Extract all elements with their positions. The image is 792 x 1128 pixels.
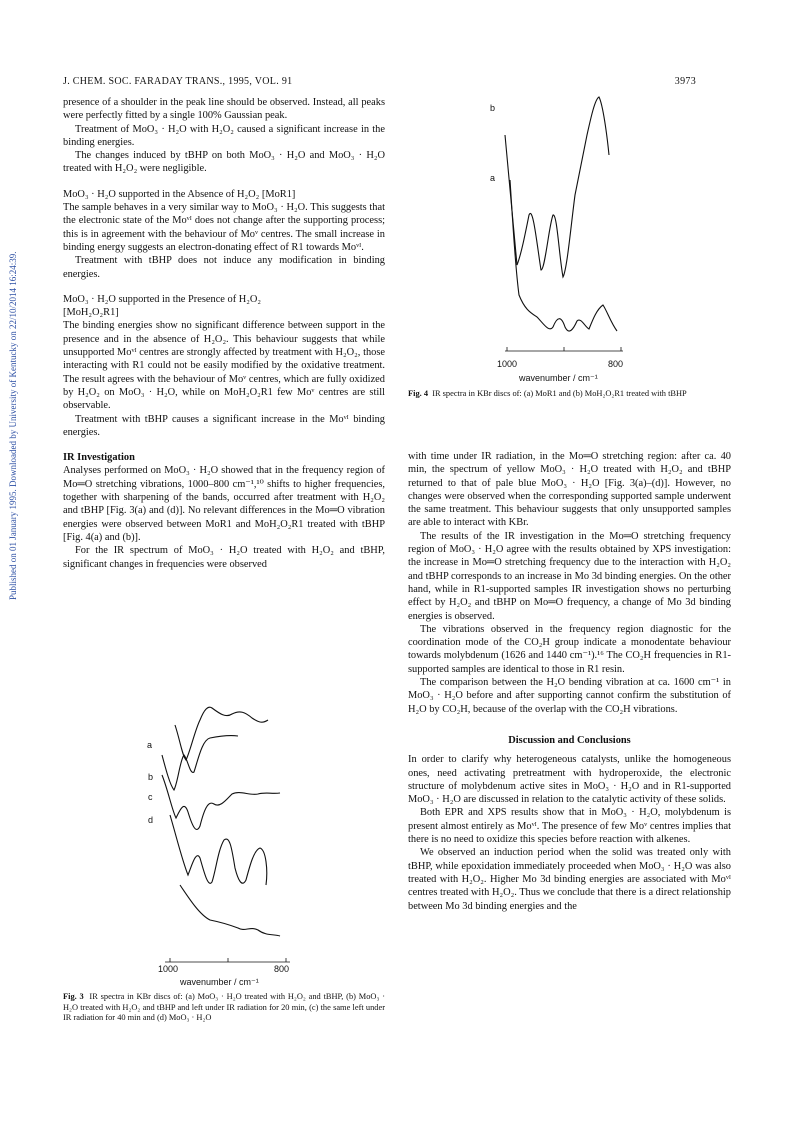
caption-number: Fig. 4	[408, 389, 429, 398]
tick-label-1000: 1000	[158, 964, 179, 974]
paragraph: The binding energies show no significant difference between support in the presence and in the absence of H₂O₂. This behaviour suggests that while unsupported Moᵛᴵ centres are strongly affected by treatment with H₂O₂, those interacting with R1 could not be easily modified by the oxidative treatment. The result agrees with the behaviour of Moᵛ centres, which are fully oxidized by H₂O₂ on MoO₃ · H₂O, while on MoH₂O₂R1 few Moᵛ centres are still observable.	[63, 320, 385, 412]
paragraph: The comparison between the H₂O bending vibration at ca. 1600 cm⁻¹ in MoO₃ · H₂O before and after supporting cannot confirm the substitution of H₂O by CO₂H, because of the overlap with the CO₂H vibrations.	[408, 677, 731, 715]
paragraph: presence of a shoulder in the peak line should be observed. Instead, all peaks were perfectly fitted by a single 100% Gaussian peak.	[63, 97, 385, 122]
caption-text: IR spectra in KBr discs of: (a) MoR1 and (b) MoH₂O₂R1 treated with tBHP	[432, 389, 687, 398]
sidebar-publication-note	[0, 120, 18, 620]
paragraph: Treatment with tBHP does not induce any modification in binding energies.	[63, 255, 385, 280]
paragraph: Treatment of MoO₃ · H₂O with H₂O₂ caused a significant increase in the binding energies.	[63, 123, 385, 148]
paragraph: with time under IR radiation, in the Mo═O stretching region: after ca. 40 min, the spectrum of yellow MoO₃ · H₂O treated with H₂O₂ and tBHP returned to that of pale blue MoO₃ · H₂O [Fig. 3(a)–(d)]. However, no changes were observed when the corresponding supported sample underwent the same treatment. This behaviour suggests that only unsupported samples are able to interact with KBr.	[408, 451, 731, 529]
caption-number: Fig. 3	[63, 992, 84, 1001]
trace-label-a: a	[147, 740, 153, 750]
paragraph: The vibrations observed in the frequency region diagnostic for the coordination mode of the CO₂H group indicate a monodentate behaviour towards molybdenum (1626 and 1440 cm⁻¹).¹⁶ The CO₂H frequencies in R1-supported samples are identical to those in R1 resin.	[408, 623, 731, 675]
trace-label-c: c	[148, 792, 153, 802]
trace-label-b: b	[148, 772, 154, 782]
spectrum-c	[162, 775, 280, 829]
x-axis-label: wavenumber / cm⁻¹	[519, 373, 598, 383]
tick-label-800: 800	[608, 359, 624, 369]
subsection-heading: MoO₃ · H₂O supported in the Presence of H₂O₂	[63, 293, 262, 305]
subsection-heading: MoO₃ · H₂O supported in the Absence of H₂O₂ [MoR1]	[63, 188, 296, 200]
paragraph: Analyses performed on MoO₃ · H₂O showed that in the frequency region of Mo═O stretching vibrations, 1000–800 cm⁻¹,¹⁰ shifts to higher frequencies, together with sharpening of the bands, occurred after treatment with H₂O₂ and tBHP [Fig. 3(a) and (d)]. No relevant differences in the Mo═O vibration energies were observed between MoR1 and MoH₂O₂R1 treated with tBHP [Fig. 4(a) and (b)].	[63, 465, 385, 543]
running-header-journal: J. CHEM. SOC. FARADAY TRANS., 1995, VOL. 91	[63, 76, 293, 87]
paragraph: Both EPR and XPS results show that in MoO₃ · H₂O, molybdenum is present almost entirely as Moᵛᴵ. The presence of few Moᵛ centres implies that there is no need to oxidize this species before reaction with alkenes.	[408, 807, 731, 846]
subsection-heading-cont: [MoH₂O₂R1]	[63, 307, 119, 319]
trace-label-d: d	[148, 815, 154, 825]
paragraph: In order to clarify why heterogeneous catalysts, unlike the homogeneous ones, need activating pretreatment with hydroperoxide, the electronic structure of molybdenum active sites in MoO₃ · H₂O and in R1-supported MoO₃ · H₂O are discussed in relation to the catalytic activity of these solids.	[408, 754, 731, 806]
spectrum-d	[170, 815, 267, 885]
caption-text: IR spectra in KBr discs of: (a) MoO₃ · H₂O treated with H₂O₂ and tBHP, (b) MoO₃ · H₂O treated with H₂O₂ and tBHP and left under IR radiation for 20 min, (c) the same left under IR radiation for 40 min and (d) MoO₃ · H₂O	[63, 992, 386, 1022]
running-header-page-number: 3973	[674, 76, 696, 87]
x-axis-label: wavenumber / cm⁻¹	[180, 977, 259, 987]
tick-label-1000: 1000	[497, 359, 518, 369]
trace-label-a: a	[490, 173, 496, 183]
spectrum-b	[505, 97, 609, 277]
paragraph: The sample behaves in a very similar way to MoO₃ · H₂O. This suggests that the electronic state of the Moᵛᴵ does not change after the supporting process; this is in agreement with the behaviour of Moᵛ centres. The small increase in binding energy suggests an electron-donating effect of R1 towards Moᵛᴵ.	[63, 202, 385, 253]
paragraph: Treatment with tBHP causes a significant increase in the Moᵛᴵ binding energies.	[63, 413, 385, 438]
figure-4-spectra	[495, 95, 635, 360]
trace-label-b: b	[490, 103, 496, 113]
figure-4-caption	[408, 389, 730, 400]
section-heading: Discussion and Conclusions	[508, 734, 631, 746]
spectrum-b	[162, 736, 238, 790]
tick-label-800: 800	[274, 964, 290, 974]
spectrum-a	[510, 180, 617, 331]
figure-3-caption	[63, 992, 385, 1024]
paragraph: The changes induced by tBHP on both MoO₃ · H₂O and MoO₃ · H₂O treated with H₂O₂ were negligible.	[63, 150, 385, 175]
paragraph: We observed an induction period when the solid was treated only with tBHP, while epoxidation immediately proceeded when MoO₃ · H₂O was also treated with H₂O₂. Higher Mo 3d binding energies are associated with Moᵛᴵ centres treated with H₂O₂. Thus we conclude that there is a direct relationship between Mo 3d binding energies and the	[408, 847, 731, 912]
paragraph: The results of the IR investigation in the Mo═O stretching frequency region of MoO₃ · H₂O agree with the results obtained by XPS investigation: the increase in Mo═O stretching frequency due to the interaction with H₂O₂ and tBHP corresponds to an increase in Mo 3d binding energies. On the other hand, while in R1-supported samples IR investigation shows no perturbing effect by H₂O₂ and tBHP on Mo═O frequency, a change of Mo 3d binding energies is observed.	[408, 530, 731, 622]
left-column	[63, 96, 385, 571]
sidebar-text: Published on 01 January 1995. Downloaded by University of Kentucky on 22/10/2014 16:24:39.	[8, 251, 18, 600]
right-column	[408, 450, 731, 913]
spectrum-a	[175, 707, 268, 760]
paragraph: For the IR spectrum of MoO₃ · H₂O treated with H₂O₂ and tBHP, significant changes in frequencies were observed	[63, 545, 385, 570]
section-heading: IR Investigation	[63, 452, 135, 464]
figure-3-spectra	[140, 700, 310, 985]
spectrum-tail	[180, 885, 280, 936]
